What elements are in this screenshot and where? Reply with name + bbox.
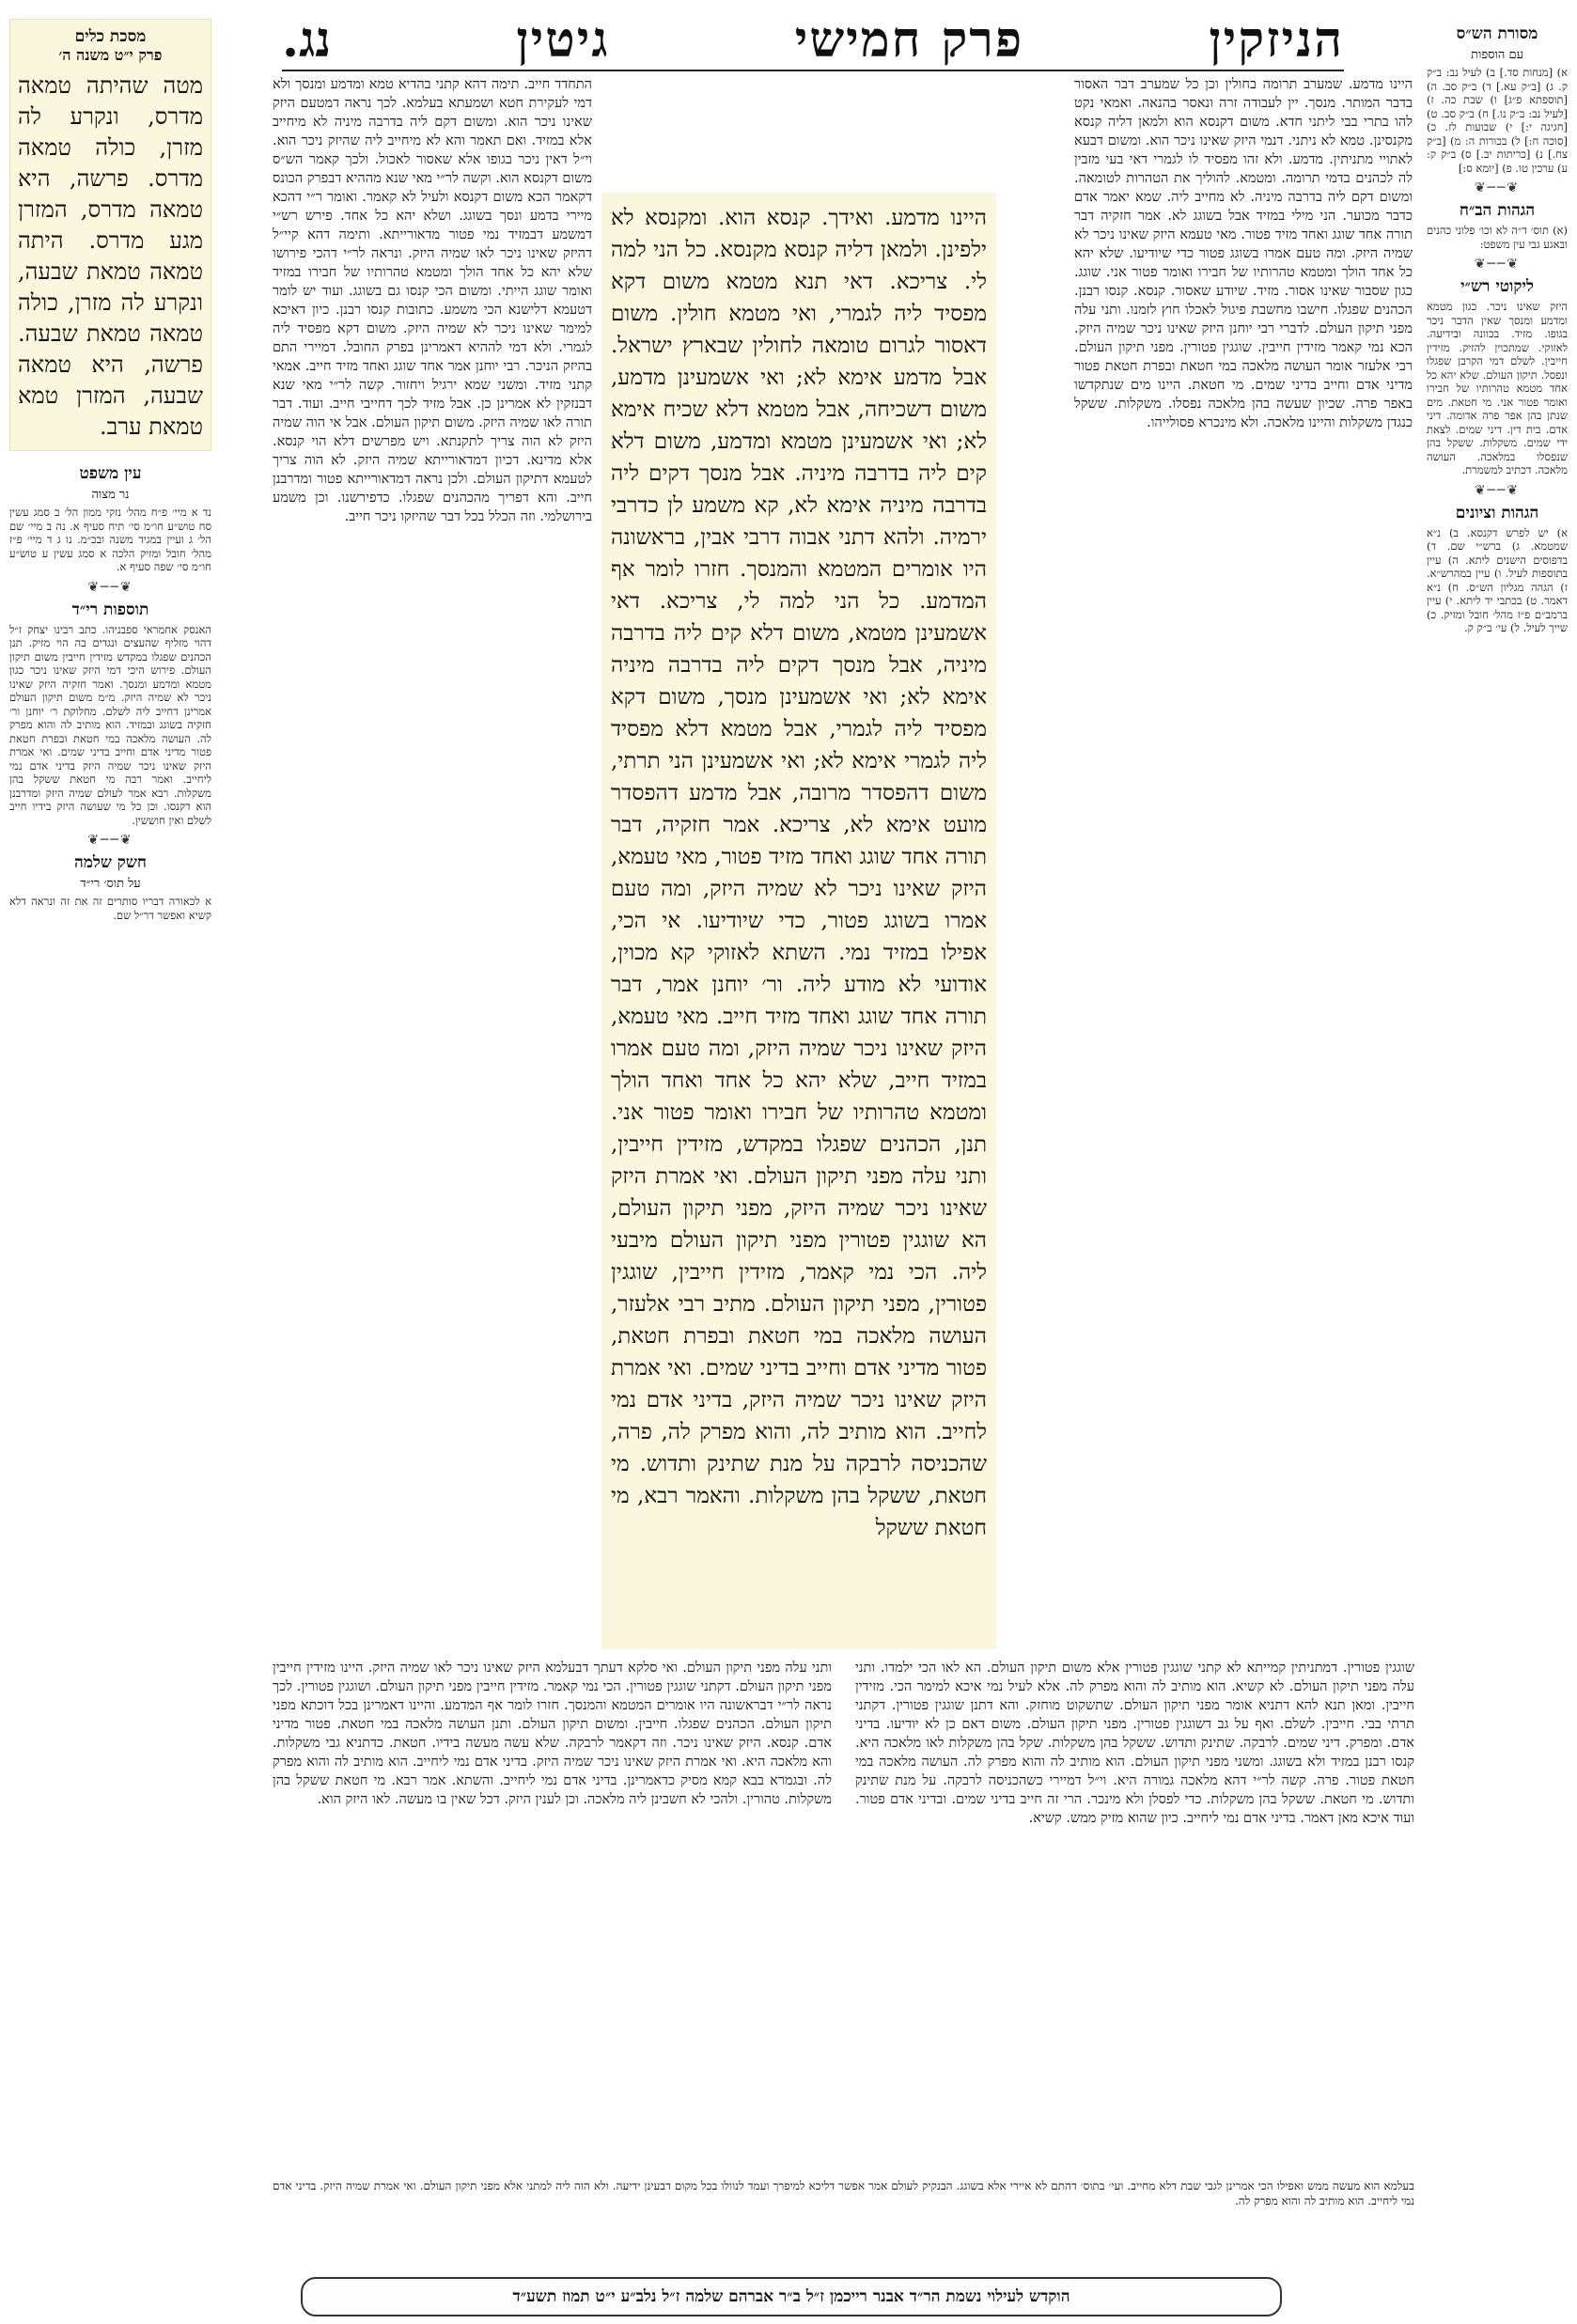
masoret-text: א) [מנחות סד.] ב) לעיל נב: ב״ק ק. ג) [ב״ק עא.] ד) ב״ק סב. ה) [תוספתא פ״ג] ו) שבת כה. ז) [לעיל נב: ב״ק נו.] ח) ב״ק סב. ט) [חגיגה י:] י) שבועות לז. כ) [סוכה ח:] ל) בכורות ה: מ) [ב״ק צח.] נ) [כריתות יב.] ס) ב״ק ק: ע) ערכין טו. פ) [יומא ס:] xyxy=(1427,66,1568,175)
gemara-main-text xyxy=(601,193,996,1649)
header-daf: נג. xyxy=(282,10,332,69)
footnotes-block xyxy=(273,2178,1414,2254)
ornament-divider: ❦──❦ xyxy=(87,579,133,595)
hagahot-vetziyunim-section xyxy=(1427,504,1568,635)
ornament-divider: ❦──❦ xyxy=(87,833,133,848)
left-margin xyxy=(9,19,211,2218)
hagahot-vetziyunim-title: הגהות וציונים xyxy=(1455,503,1539,523)
ein-mishpat-subtitle: נר מצוה xyxy=(91,488,130,502)
chasak-shlomo-section xyxy=(9,853,211,922)
mishnah-text: מטה שהיתה טמאה מדרס, ונקרע לה מזרן, כולה טמאה מדרס. פרשה, היא טמאה מדרס, המזרן מגע מדרס. היתה טמאה טמאת שבעה, ונקרע לה מזרן, כולה טמאה טמאת שבעה. פרשה, היא טמאה שבעה, המזרן טמא טמאת ערב. xyxy=(18,72,203,440)
bottom-commentary xyxy=(273,1659,1414,2171)
footnotes-text: בעלמא הוא מעשה ממש ואפילו הכי אמרינן לגבי שבת דלא מחייב. ועי׳ בתוס׳ דהתם לא איירי אלא בשוגג. הבנקיק לעולם אמר אפשר דליכא למיפרך ועמד לנוולו בכל מקום דבעינן ידיעה. ולא הוה ליה למתני אלא מפני תיקון העולם. ואי אמרת שמיה היזק. בדיני אדם נמי ליחייב. הוא מותיב לה והוא מפרק לה. xyxy=(273,2179,1414,2207)
right-margin xyxy=(1427,19,1568,2218)
header-seder: הניזקין xyxy=(1209,10,1344,69)
tosafot-rid-title: תוספות רי״ד xyxy=(71,600,149,619)
chasak-shlomo-text: א לכאורה דבריו סותרים זה את זה ונראה דלא קשיא ואפשר דר״ל שם. xyxy=(9,895,211,922)
ornament-divider: ❦──❦ xyxy=(1474,482,1521,498)
masoret-hashas-section xyxy=(1427,24,1568,175)
hagahot-vetziyunim-text: א) יש לפרש דקנסא. ב) נ״א שמטמא. ג) ברש״י שם. ד) בדפוסים הישנים ליתא. ה) עיין בתוספות לעיל. ו) עיין במהרש״א. ז) הגהה מגליון הש״ס. ח) נ״א דאמר. ט) בכתבי יד ליתא. י) עיין ברמב״ם פ״ז מהל׳ חובל ומזיק. כ) שייך לעיל. ל) עי׳ ב״ק ק. xyxy=(1427,525,1568,634)
page-header xyxy=(282,9,1344,71)
mishnah-perek: פרק י״ט משנה ה׳ xyxy=(58,46,163,64)
masoret-title: מסורת הש״ס xyxy=(1456,24,1538,43)
tosafot-rid-text: האנסק אחמראי ספבניהו. כתב רבינו יצחק ז״ל דהוי מזליף שהעצים ונגדים בה הוי מזיק. תנן הכהנים שפגלו במקדש מזידין חייבין משום תיקון העולם. פירוש היכי דמי היזק שאינו ניכר כגון מטמא ומדמע ומנסך. ואמר חזקיה היזק שאינו ניכר לא שמיה היזק. מ״מ משום תיקון העולם אמרינן דחייב ליה לשלם. מחלוקת ר׳ יוחנן ור׳ חזקיה בשוגג ובמזיד. הוא מותיב לה והוא מפרק לה. העושה מלאכה במי חטאת ובפרת חטאת פטור מדיני אדם וחייב בדיני שמים. ואי אמרת היזק שאינו ניכר שמיה היזק בדיני אדם נמי ליחייב. ואמר רבה מי חטאת ששקל בהן משקלות. רבא אמר לעולם שמיה היזק ומדרבנן הוא דקנסו. וכן כל מי שעושה היזק בידיו חייב לשלם ואין חוששין. xyxy=(9,622,211,827)
chasak-shlomo-title: חשק שלמה xyxy=(74,853,147,872)
hagahot-habach-text: (א) תוס׳ ד״ה לא וכו׳ פלוני כהנים ובאגע גבי עין משפט: xyxy=(1427,224,1568,251)
dedication-banner: הוקדש לעילוי נשמת הר״ד אבנר רייכמן ז״ל ב״ר אברהם שלמה ז״ל נלב״ע י״ט תמוז תשע״ד xyxy=(301,2277,1282,2316)
hagahot-habach-section xyxy=(1427,201,1568,251)
likutei-rashi-section xyxy=(1427,277,1568,477)
ornament-divider: ❦──❦ xyxy=(1474,180,1521,195)
tosafot-rid-section xyxy=(9,600,211,828)
chasak-shlomo-subtitle: על תוס׳ רי״ד xyxy=(80,877,141,891)
likutei-rashi-title: ליקוטי רש״י xyxy=(1460,277,1534,296)
rashi-commentary: היינו מדמע. שמערב תרומה בחולין וכן כל שמערב דבר האסור בדבר המותר. מנסך. יין לעבודה זרה ונאסר בהנאה. ואמאי נקט להו בתרי בבי ליתני חדא. משום דקנסא הוא ולמאן דליה קנסא מקנסינן. טמא לא ניתני. דנמי היזק שאינו ניכר הוא. ומשום דבעא לאתויי מתניתין. מדמע. ולא זהו מפסיד לו לגמרי דאי בעי מזבין לה לכהנים בדמי תרומה. ומטמא. להוליך את הטהרות לטומאה. ומשום דקם ליה בדרבה מיניה. לא מחייב ליה. שמא יאמר אדם כדבר מכוער. הני מילי במזיד אבל בשוגג לא. אמר חזקיה דבר תורה אחד שוגג ואחד מזיד פטור. מאי טעמא היזק שאינו ניכר לא שמיה היזק. ומה טעם אמרו בשוגג פטור כדי שיודיעו. שלא יהא כל אחד הולך ומטמא טהרותיו של חבירו ואומר פטור אני. שוגג. כגון שסבור שאינו אסור. מזיד. שיודע שאסור. קנסא. קנסו רבנן. הכהנים שפגלו. חישבו מחשבת פיגול לאכלו חוץ לזמנו. ותני עלה מפני תיקון העולם. לדברי רבי יוחנן היזק שאינו ניכר שמיה היזק. הכא נמי קאמר מזידין חייבין. שוגגין פטורין. מפני תיקון העולם. רבי אלעזר אומר העושה מלאכה במי חטאת ובפרת חטאת פטור מדיני אדם וחייב בדיני שמים. מי חטאת. היינו מים שנתקדשו באפר פרה. שכיון שעשה בהן מלאכה נפסלו. משקלות. ששקל כנגדן משקלות והיינו מלאכה. ולא מינכרא פסולייהו. xyxy=(1074,77,1413,430)
masoret-subtitle: עם הוספות xyxy=(1471,48,1523,62)
ein-mishpat-text: נד א מיי׳ פ״ח מהל׳ נזקי ממון הל׳ ב סמג עשין סח טוש״ע חו״מ סי׳ תיח סעיף א. נה ב מיי׳ שם הל׳ ג ועיין במגיד משנה ובכ״מ. נו ג ד מיי׳ פ״ז מהל׳ חובל ומזיק הלכה א סמג עשין ע טוש״ע חו״מ סי׳ שפה סעיף א. xyxy=(9,506,211,573)
bottom-right-commentary: שוגגין פטורין. דמתניתין קמייתא לא קתני שוגגין פטורין אלא משום תיקון העולם. הא לאו הכי ילמדו. ותני עלה מפני תיקון העולם. לא קשיא. הוא מותיב לה והוא מפרק לה. אלא לעיל נמי איכא למימר הכי. מזידין חייבין. ומאן תנא להא דתניא אומר מפני תיקון העולם. שתשקוט מוחזק. והא דתנן שוגגין פטורין. דקתני תרתי בבי. חייבין. לשלם. ואף על גב דשוגגין פטורין. מפני תיקון העולם. משום דאם כן לא יודיעו. בדיני אדם. ומפרק. דיני שמים. לרבקה. שתינק ותדוש. ששקל בהן משקלות. שקל בהן משקלות לאו מלאכה היא. קנסו רבנן במזיד ולא בשוגג. ומשני מפני תיקון העולם. הוא מותיב לה והוא מפרק לה. העושה מלאכה במי חטאת פטור. פרה. קשה לר״י דהא מלאכה גמורה היא. וי״ל דמיירי כשהכניסה לרבקה. על מנת שתינק ותדוש. מי חטאת. ששקל בהן משקלות. כדי לפסלן ולא מינכר. הרי זה חייב בדיני שמים. ובדיני אדם פטור. ועוד איכא מאן דאמר. בדיני אדם נמי ליחייב. כיון שהוא מזיק ממש. קשיא. xyxy=(855,1661,1414,1826)
ornament-divider: ❦──❦ xyxy=(1474,257,1521,272)
mishnah-tractate: מסכת כלים xyxy=(74,27,147,46)
ein-mishpat-section xyxy=(9,464,211,574)
mishnah-reference-box xyxy=(9,19,211,451)
header-tractate: גיטין xyxy=(516,10,610,69)
tosafot-commentary: התחדד חייב. תימה דהא קתני בהדיא טמא ומדמע ומנסך ולא דמי לעקירת חטא ושמעתא בעלמא. לכך נראה דמטעם היזק שאינו ניכר הוא. ומשום דקם ליה בדרבה מיניה לא מיחייב אלא במזיד. ואם תאמר והא לא מיחייב ליה שהיזק ניכר הוא. וי״ל דאין ניכר בגופו אלא שאסור לאכול. ולכך קאמר הש״ס משום דקנסא הוא. וקשה לר״י מאי שנא מההיא דבפרק הכונס דקאמר הכא משום דקנסא ולעיל לא קאמר. ואומר ר״י דהכא מיירי בדמע ונסך בשוגג. ושלא יהא כל אחד. פירש רש״י דמשמע דבמזיד נמי פטור מדאורייתא. ותימה דהא קיי״ל דהיזק שאינו ניכר לאו שמיה היזק. ונראה לר״י דהכי פירושו שלא יהא כל אחד הולך ומטמא טהרותיו של חבירו במזיד ואומר שוגג הייתי. ומשום הכי קנסו גם בשוגג. ועוד יש לומר דטעמא דלישנא הכי משמע. כתובות קנסו רבנן. כיון דאיכא למימר שאינו ניכר לא שמיה היזק. משום דקא מפסיד ליה לגמרי. ולא דמי לההיא דאמרינן בפרק החובל. דמיירי התם בהיזק הניכר. רבי יוחנן אמר אחד שוגג ואחד מזיד חייב. אמאי קתני מזיד. ומשני שמא ירגיל ויחזור. קשה לר״י מאי שנא דבנזקין לא אמרינן כן. אבל מזיד לכך דחייבי חייב. ועוד. דבר תורה לאו שמיה היזק. משום תיקון העולם. אבל אי הוה שמיה היזק לא הוה צריך לתקנתא. ויש מפרשים דלא הוי קנסא. אלא מדינא. דכיון דמדאורייתא שמיה היזק. לא הוה צריך לטעמא דתיקון העולם. ולכן נראה דמדאורייתא פטור ומדרבנן חייב. והא דפריך מהכהנים שפגלו. כדפירשנו. וכן משמע בירושלמי. וזה הכלל בכל דבר שהיזקו ניכר חייב. xyxy=(273,77,592,524)
ein-mishpat-title: עין משפט xyxy=(79,464,142,483)
header-perek: פרק חמישי xyxy=(794,10,1024,69)
hagahot-habach-title: הגהות הב״ח xyxy=(1459,201,1536,220)
likutei-rashi-text: היזק שאינו ניכר. כגון מטמא ומדמע ומנסך שאין הדבר ניכר בגופו. מזיד. בכוונה ובידיעה. לאזוקי. שמתכוין להזיק. מזידין חייבין. לשלם דמי הקרבן שפגלו ונפסל. תיקון העולם. שלא יהא כל אחד מטמא טהרותיו של חבירו ואומר פטור אני. מי חטאת. מים שנתן בהן אפר פרה אדומה. דיני אדם. בית דין. דיני שמים. לצאת ידי שמים. משקלות. ששקל בהן שנפסלו במלאכה. העושה מלאכה. דכתיב למשמרת. xyxy=(1427,300,1568,476)
gemara-text: היינו מדמע. ואידך. קנסא הוא. ומקנסא לא ילפינן. ולמאן דליה קנסא מקנסא. כל הני למה לי. צריכא. דאי תנא מטמא משום דקא מפסיד ליה לגמרי, ואי מטמא חולין. משום דאסור לגרום טומאה לחולין שבארץ ישראל. אבל מדמע אימא לא; ואי אשמעינן מדמע, משום דשכיחה, אבל מטמא דלא שכיח אימא לא; ואי אשמעינן מטמא ומדמע, משום דלא קים ליה בדרבה מיניה. אבל מנסך דקים ליה בדרבה מיניה אימא לא, קא משמע לן כדרבי ירמיה. ולהא דתני אבוה דרבי אבין, בראשונה היו אומרים המטמא והמנסך. חזרו לומר אף המדמע. כל הני למה לי, צריכא. דאי אשמעינן מטמא, משום דלא קים ליה בדרבה מיניה, אבל מנסך דקים ליה בדרבה מיניה אימא לא; ואי אשמעינן מנסך, משום דקא מפסיד ליה לגמרי, אבל מטמא דלא מפסיד ליה לגמרי אימא לא; ואי אשמעינן הני תרתי, משום דהפסדר מרובה, אבל מדמע דהפסדר מועט אימא לא, צריכא. אמר חזקיה, דבר תורה אחד שוגג ואחד מזיד פטור, מאי טעמא, היזק שאינו ניכר לא שמיה היזק, ומה טעם אמרו בשוגג פטור, כדי שיודיעו. אי הכי, אפילו במזיד נמי. השתא לאזוקי קא מכוין, אודועי לא מודע ליה. ור׳ יוחנן אמר, דבר תורה אחד שוגג ואחד מזיד חייב. מאי טעמא, היזק שאינו ניכר שמיה היזק, ומה טעם אמרו במזיד חייב, שלא יהא כל אחד ואחד הולך ומטמא טהרותיו של חבירו ואומר פטור אני. תנן, הכהנים שפגלו במקדש, מזידין חייבין, ותני עלה מפני תיקון העולם. ואי אמרת היזק שאינו ניכר שמיה היזק, מפני תיקון העולם, הא שוגגין פטורין מפני תיקון העולם מיבעי ליה. הכי נמי קאמר, מזידין חייבין, שוגגין פטורין, מפני תיקון העולם. מתיב רבי אלעזר, העושה מלאכה במי חטאת ובפרת חטאת, פטור מדיני אדם וחייב בדיני שמים. ואי אמרת היזק שאינו ניכר שמיה היזק, בדיני אדם נמי לחייב. הוא מותיב לה, והוא מפרק לה, פרה, שהכניסה לרבקה על מנת שתינק ותדוש. מי חטאת, ששקל בהן משקלות. והאמר רבא, מי חטאת ששקל xyxy=(611,206,987,1540)
bottom-left-commentary: ותני עלה מפני תיקון העולם. ואי סלקא דעתך דבעלמא היזק שאינו ניכר לאו שמיה היזק. היינו מזידין חייבין מפני תיקון העולם. דקתני שוגגין פטורין. הכי נמי קאמר. מזידין חייבין מפני תיקון העולם. ושוגגין פטורין. לכך נראה לר״י דבראשונה היו אומרים המטמא והמנסך. חזרו לומר אף המדמע. והיינו דאמרינן בכל דוכתא מפני תיקון העולם. הכהנים שפגלו. חייבין. ומשום תיקון העולם. ותנן העושה מלאכה במי חטאת. פטור מדיני אדם. קנסא. היזק שאינו ניכר. וזה דקאמר לרבקה. שלא עשה מעשה בידיו. חטאת. כדתניא גבי משקלות. והא מלאכה היא. ואי אמרת היזק שאינו ניכר שמיה היזק. בדיני אדם נמי ליחייב. הוא מותיב לה והוא מפרק לה. ובגמרא בבא קמא מסיק כדאמרינן. בדיני אדם נמי ליחייב. והשתא. אמר רבא. מי חטאת ששקל בהן משקלות. טהורין. ולהכי לא חשבינן ליה מלאכה. וכן לענין היזק. דכל שאין בו מעשה. לאו היזק הוא. xyxy=(273,1661,832,1807)
